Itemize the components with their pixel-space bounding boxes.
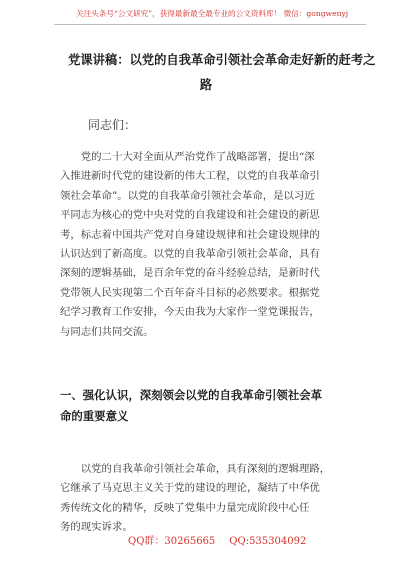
document-title-line: 路	[199, 77, 213, 92]
paragraph-line: 认识达到了新高度。以党的自我革命引领社会革命，具有	[60, 248, 320, 261]
section-heading-line: 一、强化认识，深刻领会以党的自我革命引领社会革	[60, 388, 322, 402]
document-title-line: 党课讲稿：以党的自我革命引领社会革命走好新的赶考之	[68, 52, 376, 67]
paragraph-line: 领社会革命”。以党的自我革命引领社会革命，是以习近	[60, 189, 315, 202]
paragraph-line: 入推进新时代党的建设新的伟大工程，以党的自我革命引	[60, 170, 320, 183]
paragraph-line: 纪学习教育工作安排，今天由我为大家作一堂党课报告，	[60, 306, 320, 319]
footer-contact	[128, 535, 306, 548]
paragraph-line: 秀传统文化的精华，反映了党集中力量完成阶段中心任	[60, 501, 310, 514]
paragraph-line: 它继承了马克思主义关于党的建设的理论，凝结了中华优	[60, 482, 320, 495]
paragraph-line: 考，标志着中国共产党对自身建设规律和社会建设规律的	[60, 228, 320, 241]
body-paragraph	[60, 148, 360, 342]
section-heading-line: 命的重要意义	[60, 409, 129, 423]
paragraph-line: 以党的自我革命引领社会革命，具有深刻的逻辑理路，	[60, 463, 331, 475]
header-banner: 关注头条号“公文研究”，获得最新最全最专业的公文资料库！ 微信：gongwenyj	[76, 9, 349, 18]
paragraph-line: 务的现实诉求。	[60, 521, 133, 534]
footer-qq-group: QQ群：30265665	[128, 536, 216, 547]
body-paragraph	[60, 460, 360, 538]
paragraph-line: 平同志为核心的党中央对党的自我建设和社会建设的新思	[60, 209, 320, 222]
document-title	[68, 47, 376, 97]
paragraph-line: 党带领人民实现第二个百年奋斗目标的必然要求。根据党	[60, 286, 320, 299]
paragraph-line: 党的二十大对全面从严治党作了战略部署，提出“深	[60, 151, 315, 163]
paragraph-line: 深刻的逻辑基础，是百余年党的奋斗经验总结，是新时代	[60, 267, 320, 280]
salutation: 同志们：	[88, 118, 137, 132]
footer-qq: QQ:535304092	[229, 536, 307, 547]
section-heading	[60, 385, 360, 427]
header-divider	[54, 24, 366, 25]
paragraph-line: 与同志们共同交流。	[60, 325, 154, 338]
